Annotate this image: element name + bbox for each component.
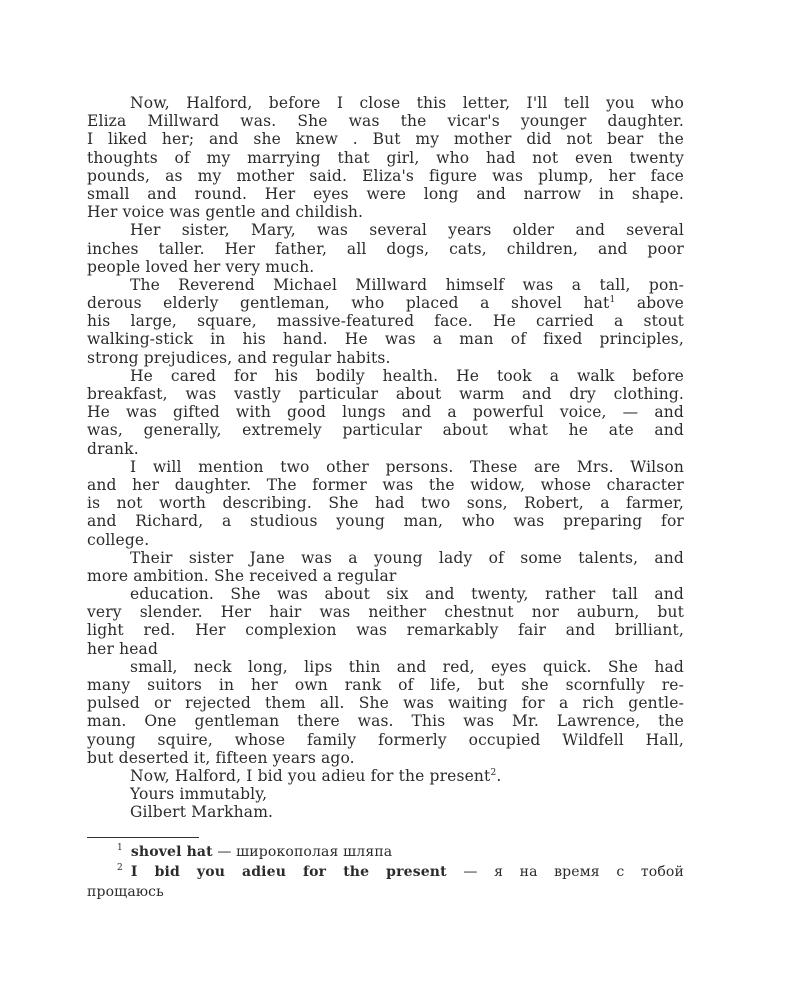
text-line (87, 294, 684, 312)
footnote-term: I bid you adieu for the present (130, 863, 447, 880)
text-line: small and round. Her eyes were long and narrow in shape. (87, 184, 684, 203)
text-line: small, neck long, lips thin and red, eyes quick. She had (130, 657, 684, 676)
footnote-number: 1 (117, 842, 123, 853)
text-line: people loved her very much. (87, 257, 315, 276)
text-line: college. (87, 530, 150, 549)
text-line: Her voice was gentle and childish. (87, 203, 364, 222)
text-line: Now, Halford, before I close this letter, I'll tell you who (130, 94, 684, 112)
text-line: thoughts of my marrying that girl, who had not even twenty (87, 148, 684, 167)
paragraph (87, 276, 684, 367)
text-line: The Reverend Michael Millward himself was a tall, pon- (130, 275, 684, 294)
text-line: and her daughter. The former was the widow, whose character (87, 475, 684, 494)
text-line: young squire, whose family formerly occupied Wildfell Hall, (87, 730, 684, 749)
text-line: Yours immutably, (130, 785, 268, 804)
footnote-translation: широкополая шляпа (236, 843, 393, 860)
text-line: I will mention two other persons. These are Mrs. Wilson (130, 457, 684, 476)
paragraph (87, 94, 684, 221)
text-line (87, 767, 684, 785)
footnote-ref-1[interactable]: 1 (609, 294, 616, 305)
text-line: but deserted it, fifteen years ago. (87, 748, 355, 767)
paragraph (87, 585, 684, 658)
footnote-translation: я на время с тобой (494, 863, 684, 880)
footnote-2-continuation: прощаюсь (87, 883, 164, 900)
text-line: inches taller. Her father, all dogs, cats, children, and poor (87, 239, 684, 258)
text-line: Their sister Jane was a young lady of some talents, and (130, 548, 684, 567)
text-fragment: derous elderly gentleman, who placed a shovel hat (87, 294, 610, 313)
footnote-1 (87, 842, 684, 862)
text-line: strong prejudices, and regular habits. (87, 348, 391, 367)
signature (87, 803, 684, 821)
footnote-2 (87, 862, 684, 882)
letter-text (87, 94, 684, 902)
text-line: pounds, as my mother said. Eliza's figure was plump, her face (87, 166, 684, 185)
paragraph (87, 458, 684, 549)
text-fragment: Now, Halford, I bid you adieu for the present (130, 766, 491, 785)
paragraph (87, 767, 684, 785)
text-line: was, generally, extremely particular about what he ate and (87, 421, 684, 440)
paragraph (87, 549, 684, 585)
footnote-divider (87, 837, 199, 838)
paragraph (87, 221, 684, 276)
text-line: walking-stick in his hand. He was a man of fixed principles, (87, 330, 684, 349)
text-line: I liked her; and she knew . But my mother did not bear the (87, 130, 684, 149)
footnote-dash: — (217, 843, 232, 860)
text-line: more ambition. She received a regular (87, 566, 397, 585)
text-line: Eliza Millward was. She was the vicar's younger daughter. (87, 112, 684, 131)
text-line: education. She was about six and twenty, rather tall and (130, 585, 684, 604)
text-line: his large, square, massive-featured face. He carried a stout (87, 312, 684, 331)
footnotes (87, 837, 684, 902)
text-line: drank. (87, 439, 139, 458)
text-fragment: above (636, 294, 685, 313)
paragraph (87, 658, 684, 767)
footnote-dash: — (463, 863, 478, 880)
text-line: her head (87, 639, 159, 658)
text-line: Gilbert Markham. (130, 803, 274, 822)
footnote-ref-2[interactable]: 2 (490, 767, 497, 778)
text-line: is not worth describing. She had two sons, Robert, a farmer, (87, 494, 684, 513)
text-line: He was gifted with good lungs and a powerful voice, — and (87, 403, 684, 422)
text-fragment: . (496, 766, 502, 785)
text-line: many suitors in her own rank of life, but she scornfully re- (87, 676, 684, 694)
valediction (87, 785, 684, 803)
text-line: breakfast, was vastly particular about warm and dry clothing. (87, 385, 684, 403)
text-line: He cared for his bodily health. He took a walk before (130, 366, 684, 385)
footnote-number: 2 (117, 862, 123, 873)
text-line: man. One gentleman there was. This was Mr. Lawrence, the (87, 712, 684, 731)
text-line: Her sister, Mary, was several years older and several (130, 221, 684, 240)
text-line: and Richard, a studious young man, who was preparing for (87, 512, 684, 531)
text-line: very slender. Her hair was neither chestnut nor auburn, but (87, 603, 684, 622)
text-line: light red. Her complexion was remarkably fair and brilliant, (87, 621, 684, 640)
text-line: pulsed or rejected them all. She was waiting for a rich gentle- (87, 694, 684, 713)
footnote-term: shovel hat (130, 843, 213, 860)
paragraph (87, 367, 684, 458)
